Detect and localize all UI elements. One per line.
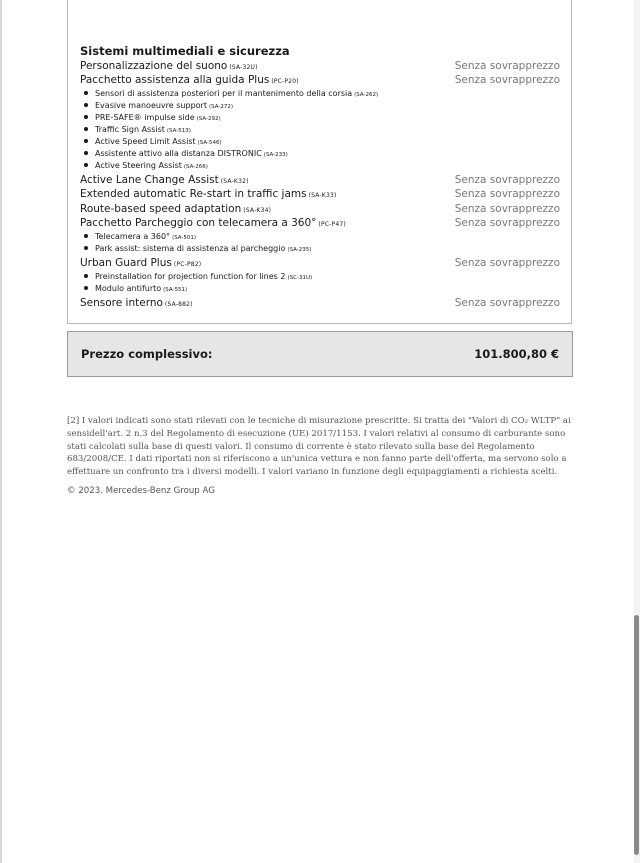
item-price: Senza sovrapprezzo — [454, 203, 560, 215]
item-code: (SA-K34) — [243, 207, 272, 214]
bullet-icon — [84, 234, 88, 238]
copyright-text: © 2023. Mercedes-Benz Group AG — [67, 486, 215, 496]
total-label: Prezzo complessivo: — [81, 347, 213, 361]
scrollbar-thumb[interactable] — [634, 615, 639, 855]
equipment-item — [80, 217, 560, 231]
item-price: Senza sovrapprezzo — [454, 257, 560, 269]
sub-item: Traffic Sign Assist (SA-513) — [84, 125, 191, 136]
sub-item: Park assist: sistema di assistenza al parcheggio (SA-235) — [84, 244, 311, 255]
item-name: Pacchetto assistenza alla guida Plus (PC-P20) — [80, 74, 299, 86]
item-name: Route-based speed adaptation (SA-K34) — [80, 203, 272, 215]
sub-item: Sensori di assistenza posteriori per il mantenimento della corsia (SA-262) — [84, 89, 378, 100]
equipment-item — [80, 174, 560, 188]
bullet-icon — [84, 127, 88, 131]
equipment-item — [80, 74, 560, 88]
bullet-icon — [84, 274, 88, 278]
sub-item: PRE-SAFE® impulse side (SA-292) — [84, 113, 221, 124]
item-name: Extended automatic Re-start in traffic jams (SA-K33) — [80, 188, 337, 200]
equipment-item — [80, 203, 560, 217]
bullet-icon — [84, 163, 88, 167]
item-price: Senza sovrapprezzo — [454, 217, 560, 229]
bullet-icon — [84, 286, 88, 290]
item-code: (SA-K32) — [220, 178, 249, 185]
bullet-icon — [84, 246, 88, 250]
item-code: (PC-P20) — [271, 78, 299, 85]
page-edge — [0, 0, 2, 863]
equipment-item — [80, 60, 560, 74]
sub-item: Modulo antifurto (SA-551) — [84, 284, 187, 295]
item-code: (SA-882) — [164, 301, 193, 308]
item-code: (SA-K33) — [308, 192, 337, 199]
item-name: Pacchetto Parcheggio con telecamera a 360° (PC-P47) — [80, 217, 346, 229]
sub-item: Preinstallation for projection function for lines 2 (SC-31U) — [84, 272, 312, 283]
item-name: Sensore interno (SA-882) — [80, 297, 193, 309]
section-title: Sistemi multimediali e sicurezza — [80, 44, 290, 58]
bullet-icon — [84, 115, 88, 119]
sub-item: Active Speed Limit Assist (SA-546) — [84, 137, 222, 148]
item-name: Personalizzazione del suono (SA-32U) — [80, 60, 258, 72]
sub-item: Assistente attivo alla distanza DISTRONIC (SA-233) — [84, 149, 288, 160]
item-name: Active Lane Change Assist (SA-K32) — [80, 174, 249, 186]
sub-item: Evasive manoeuvre support (SA-272) — [84, 101, 233, 112]
sub-item: Active Steering Assist (SA-266) — [84, 161, 208, 172]
bullet-icon — [84, 139, 88, 143]
footnote-text: [2] I valori indicati sono stati rilevati con le tecniche di misurazione prescritte. Si tratta dei "Valori di CO₂ WLTP" ai sensidell'art. 2 n.3 del Regolamento di esecuzione (UE) 2017/1153. I valori relativi al consumo di carburante sono stati calcolati sulla base di questi valori. Il consumo di corrente è stato rilevato sulla base del Regolamento 683/2008/CE. I dati riportati non si riferiscono a un'unica vettura e non fanno parte dell'offerta, ma servono solo a effettuare un confronto tra i diversi modelli. I valori variano in funzione degli equipaggiamenti a richiesta scelti. — [67, 416, 571, 478]
bullet-icon — [84, 103, 88, 107]
item-price: Senza sovrapprezzo — [454, 188, 560, 200]
item-code: (SA-32U) — [229, 64, 258, 71]
equipment-item — [80, 257, 560, 271]
item-price: Senza sovrapprezzo — [454, 74, 560, 86]
item-price: Senza sovrapprezzo — [454, 297, 560, 309]
bullet-icon — [84, 91, 88, 95]
item-name: Urban Guard Plus (PC-P82) — [80, 257, 202, 269]
equipment-item — [80, 297, 560, 311]
bullet-icon — [84, 151, 88, 155]
item-price: Senza sovrapprezzo — [454, 60, 560, 72]
total-price-box — [67, 331, 573, 377]
item-code: (PC-P82) — [173, 261, 202, 268]
sub-item: Telecamera a 360° (SA-501) — [84, 232, 196, 243]
equipment-item — [80, 188, 560, 202]
total-value: 101.800,80 € — [474, 347, 559, 361]
item-code: (PC-P47) — [318, 221, 346, 228]
item-price: Senza sovrapprezzo — [454, 174, 560, 186]
